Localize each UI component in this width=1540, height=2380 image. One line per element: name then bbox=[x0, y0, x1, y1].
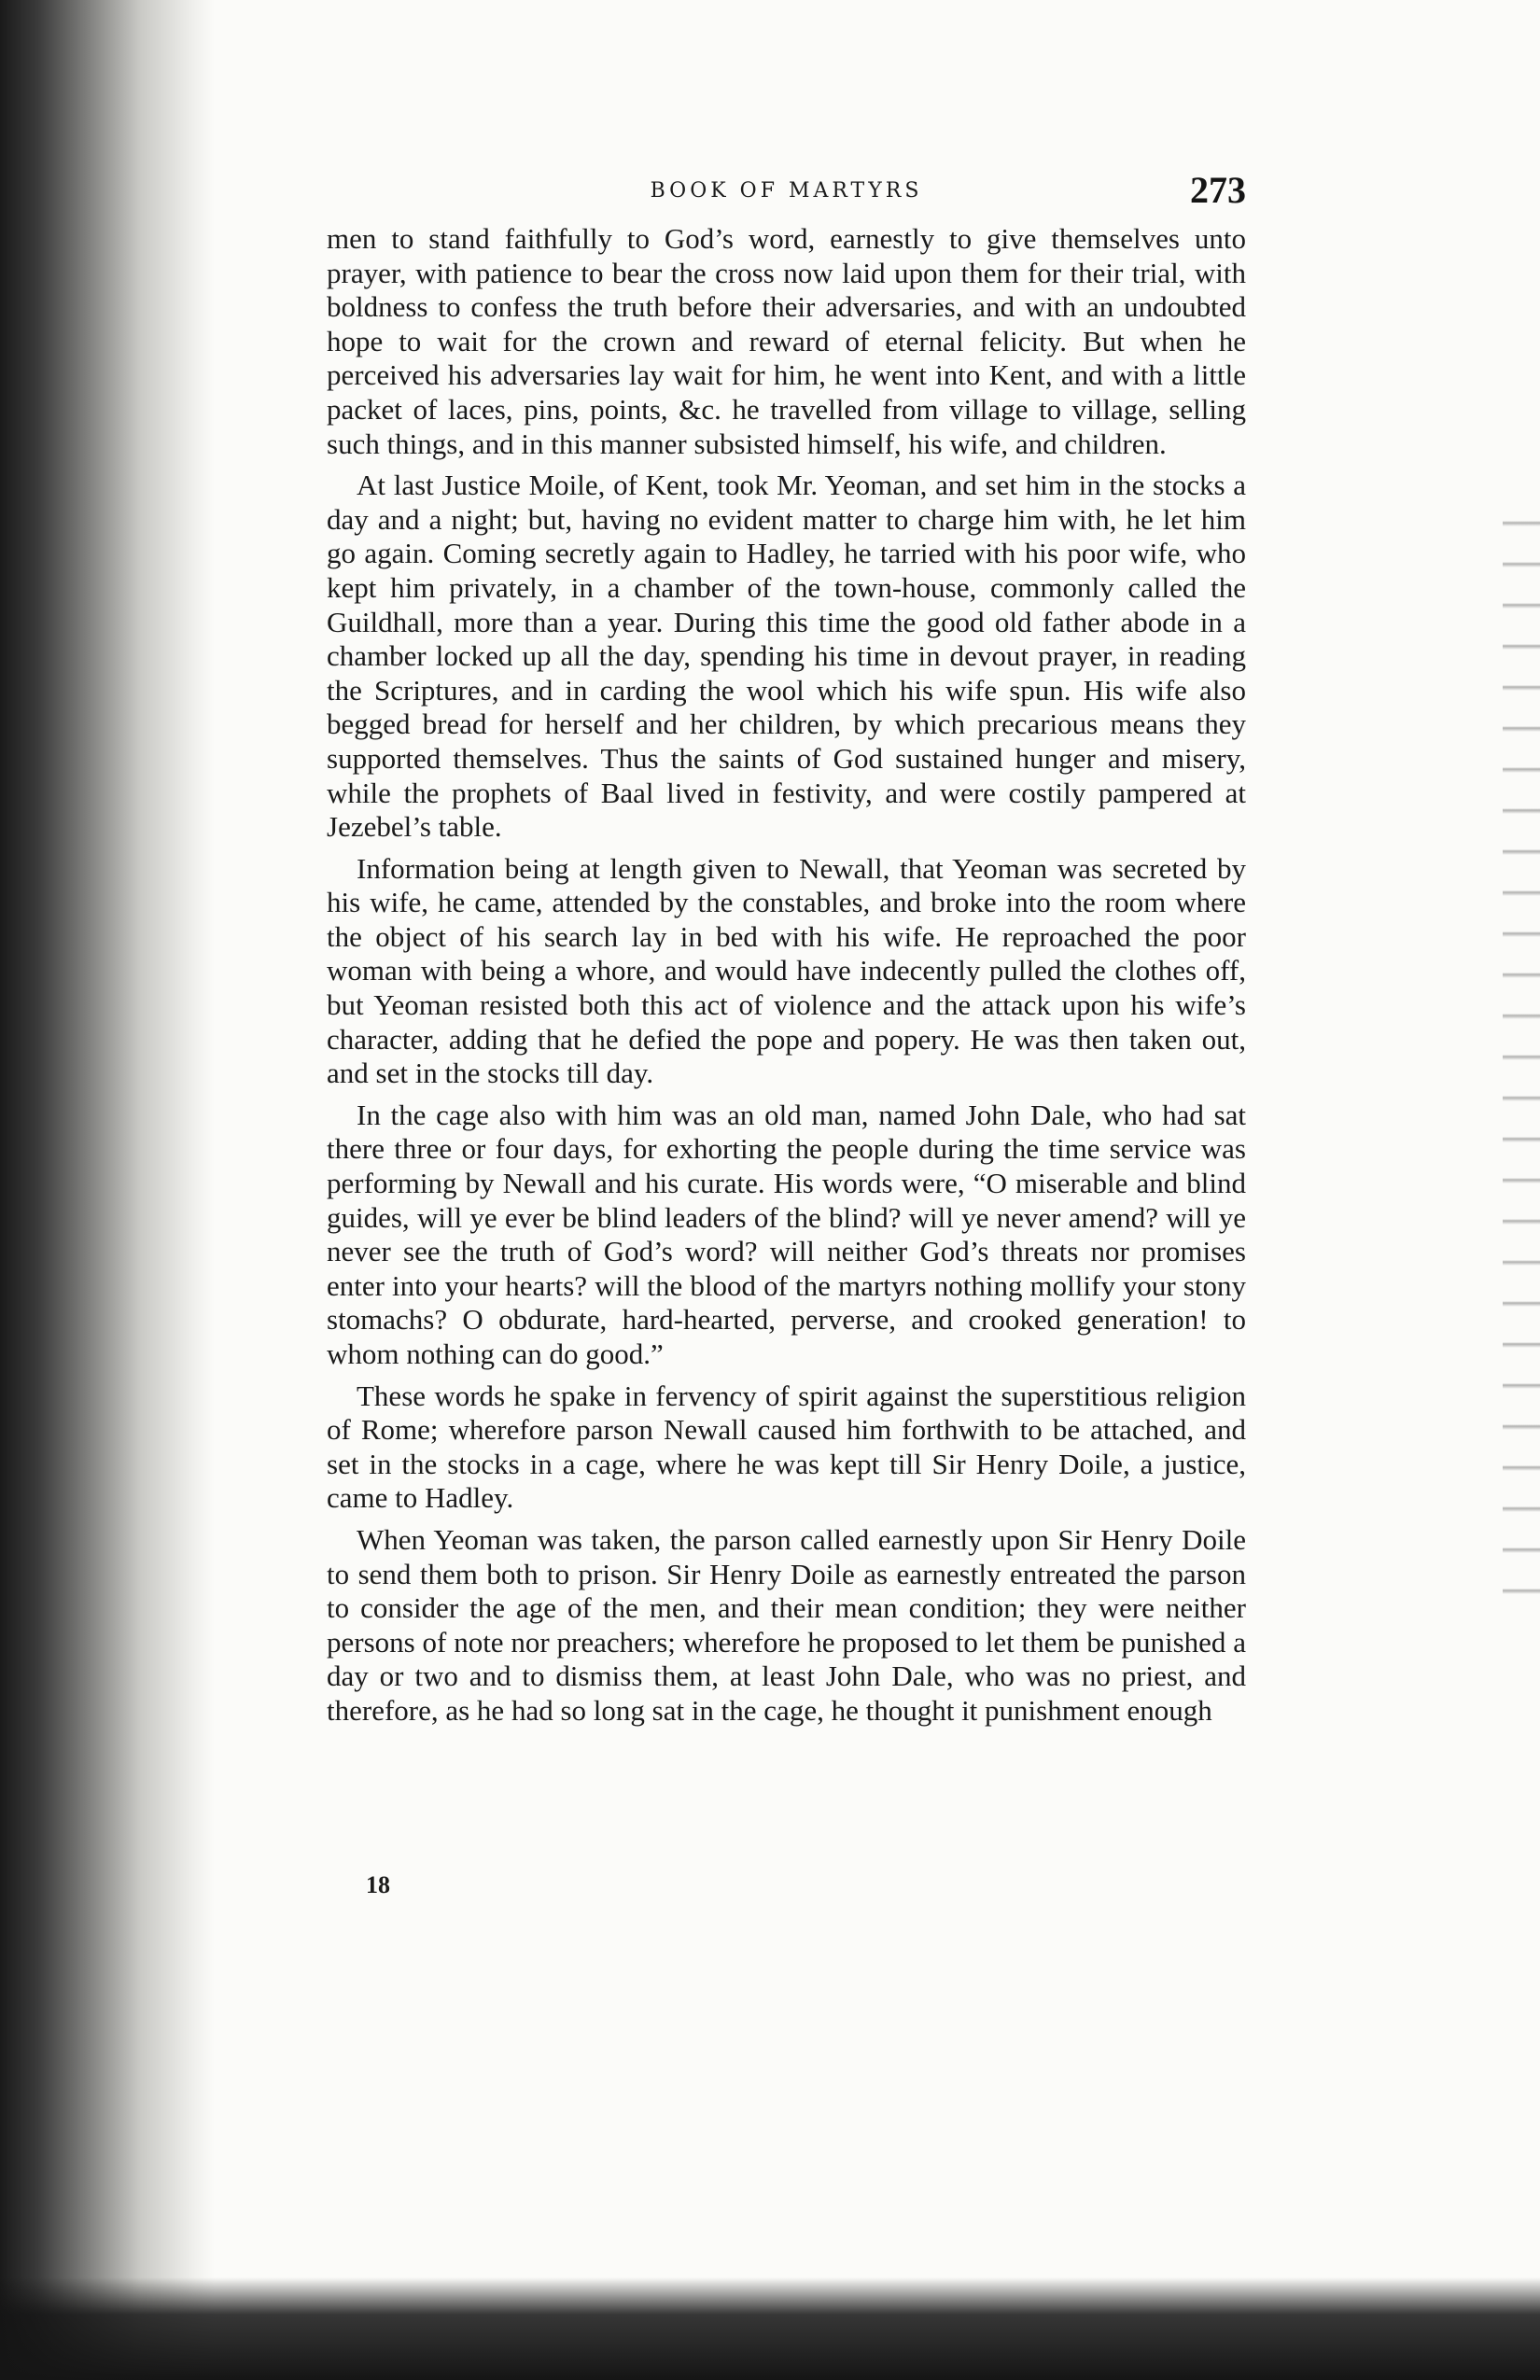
running-head bbox=[327, 168, 1246, 224]
paragraph: At last Justice Moile, of Kent, took Mr. Yeoman, and set him in the stocks a day and a night; but, having no evident matter to charge him with, he let him go again. Coming secretly again to Hadley, he tarried with his poor wife, who kept him privately, in a chamber of the town-house, commonly called the Guildhall, more than a year. During this time the good old father abode in a chamber locked up all the day, spending his time in devout prayer, in reading the Scriptures, and in carding the wool which his wife spun. His wife also begged bread for herself and her children, by which precarious means they supported themselves. Thus the saints of God sustained hunger and misery, while the prophets of Baal lived in festivity, and were costily pampered at Jezebel’s table. bbox=[327, 469, 1246, 844]
running-head-title: BOOK OF MARTYRS bbox=[650, 179, 923, 203]
bleed-through-edge bbox=[1503, 485, 1540, 1605]
scan-bottom-shadow bbox=[0, 2277, 1540, 2380]
body-text bbox=[327, 222, 1246, 1736]
paragraph: When Yeoman was taken, the parson called earnestly upon Sir Henry Doile to send them both to prison. Sir Henry Doile as earnestly entreated the parson to consider the age of the men, and their mean condition; they were neither persons of note nor preachers; wherefore he proposed to let them be punished a day or two and to dismiss them, at least John Dale, who was no priest, and therefore, as he had so long sat in the cage, he thought it punishment enough bbox=[327, 1522, 1246, 1727]
paragraph: men to stand faithfully to God’s word, earnestly to give themselves unto prayer, with patience to bear the cross now laid upon them for their trial, with boldness to confess the truth before their adversaries, and with an undoubted hope to wait for the crown and reward of eternal felicity. But when he perceived his adversaries lay wait for him, he went into Kent, and with a little packet of laces, pins, points, &c. he travelled from village to village, selling such things, and in this manner subsisted himself, his wife, and children. bbox=[327, 222, 1246, 460]
binding-shadow bbox=[0, 0, 215, 2380]
page-number: 273 bbox=[1190, 169, 1246, 211]
signature-mark: 18 bbox=[366, 1871, 390, 1898]
paragraph: These words he spake in fervency of spirit against the superstitious religion of Rome; wherefore parson Newall caused him forthwith to be attached, and set in the stocks in a cage, where he was kept till Sir Henry Doile, a justice, came to Hadley. bbox=[327, 1379, 1246, 1515]
paragraph: In the cage also with him was an old man, named John Dale, who had sat there three or four days, for exhorting the people during the time service was performing by Newall and his curate. His words were, “O miserable and blind guides, will ye ever be blind leaders of the blind? will ye never amend? will ye never see the truth of God’s word? will neither God’s threats nor promises enter into your hearts? will the blood of the martyrs nothing mollify your stony stomachs? O obdurate, hard-hearted, perverse, and crooked generation! to whom nothing can do good.” bbox=[327, 1098, 1246, 1370]
paragraph: Information being at length given to Newall, that Yeoman was secreted by his wife, he came, attended by the constables, and broke into the room where the object of his search lay in bed with his wife. He reproached the poor woman with being a whore, and would have indecently pulled the clothes off, but Yeoman resisted both this act of violence and the attack upon his wife’s character, adding that he defied the pope and popery. He was then taken out, and set in the stocks till day. bbox=[327, 851, 1246, 1090]
